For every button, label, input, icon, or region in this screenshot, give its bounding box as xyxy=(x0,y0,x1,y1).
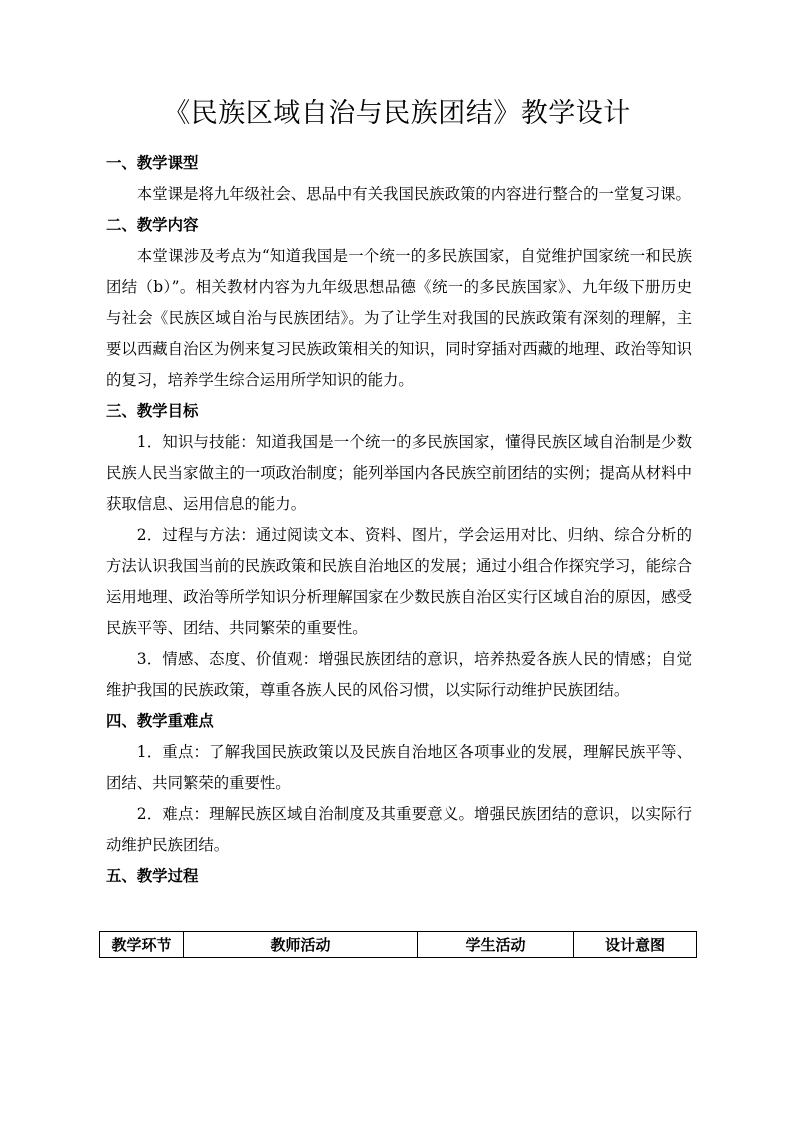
section-heading-objectives: 三、教学目标 xyxy=(106,402,199,420)
document-body xyxy=(106,148,692,892)
paragraph-objective-process: 2．过程与方法：通过阅读文本、资料、图片，学会运用对比、归纳、综合分析的方法认识我国当前的民族政策和民族自治地区的发展；通过小组合作探究学习，能综合运用地理、政治等所学知识分析理解国家在少数民族自治区实行区域自治的原因，感受民族平等、团结、共同繁荣的重要性。 xyxy=(106,526,692,637)
paragraph-objective-values: 3．情感、态度、价值观：增强民族团结的意识，培养热爱各族人民的情感；自觉维护我国的民族政策，尊重各族人民的风俗习惯，以实际行动维护民族团结。 xyxy=(106,650,692,699)
table-header-cell: 教师活动 xyxy=(184,932,418,958)
section-heading-process: 五、教学过程 xyxy=(106,867,199,885)
section-heading-key-points: 四、教学重难点 xyxy=(106,712,214,730)
document-title: 《民族区域自治与民族团结》教学设计 xyxy=(163,98,631,129)
table-header-cell: 教学环节 xyxy=(100,932,184,958)
table-header-row xyxy=(100,932,697,958)
paragraph-lesson-type: 本堂课是将九年级社会、思品中有关我国民族政策的内容进行整合的一堂复习课。 xyxy=(136,185,691,203)
paragraph-objective-knowledge: 1．知识与技能：知道我国是一个统一的多民族国家，懂得民族区域自治制是少数民族人民当家做主的一项政治制度；能列举国内各民族空前团结的实例；提高从材料中获取信息、运用信息的能力。 xyxy=(106,433,692,513)
section-heading-content: 二、教学内容 xyxy=(106,216,199,234)
table-header-cell: 学生活动 xyxy=(418,932,574,958)
paragraph-content: 本堂课涉及考点为“知道我国是一个统一的多民族国家，自觉维护国家统一和民族团结（b）”。相关教材内容为九年级思想品德《统一的多民族国家》、九年级下册历史与社会《民族区域自治与民族团结》。为了让学生对我国的民族政策有深刻的理解，主要以西藏自治区为例来复习民族政策相关的知识，同时穿插对西藏的地理、政治等知识的复习，培养学生综合运用所学知识的能力。 xyxy=(106,247,692,389)
table-header-cell: 设计意图 xyxy=(574,932,697,958)
teaching-process-table xyxy=(99,931,697,958)
paragraph-key-point: 1．重点：了解我国民族政策以及民族自治地区各项事业的发展，理解民族平等、团结、共同繁荣的重要性。 xyxy=(106,743,692,792)
paragraph-difficult-point: 2．难点：理解民族区域自治制度及其重要意义。增强民族团结的意识，以实际行动维护民族团结。 xyxy=(106,805,692,854)
section-heading-lesson-type: 一、教学课型 xyxy=(106,154,199,172)
